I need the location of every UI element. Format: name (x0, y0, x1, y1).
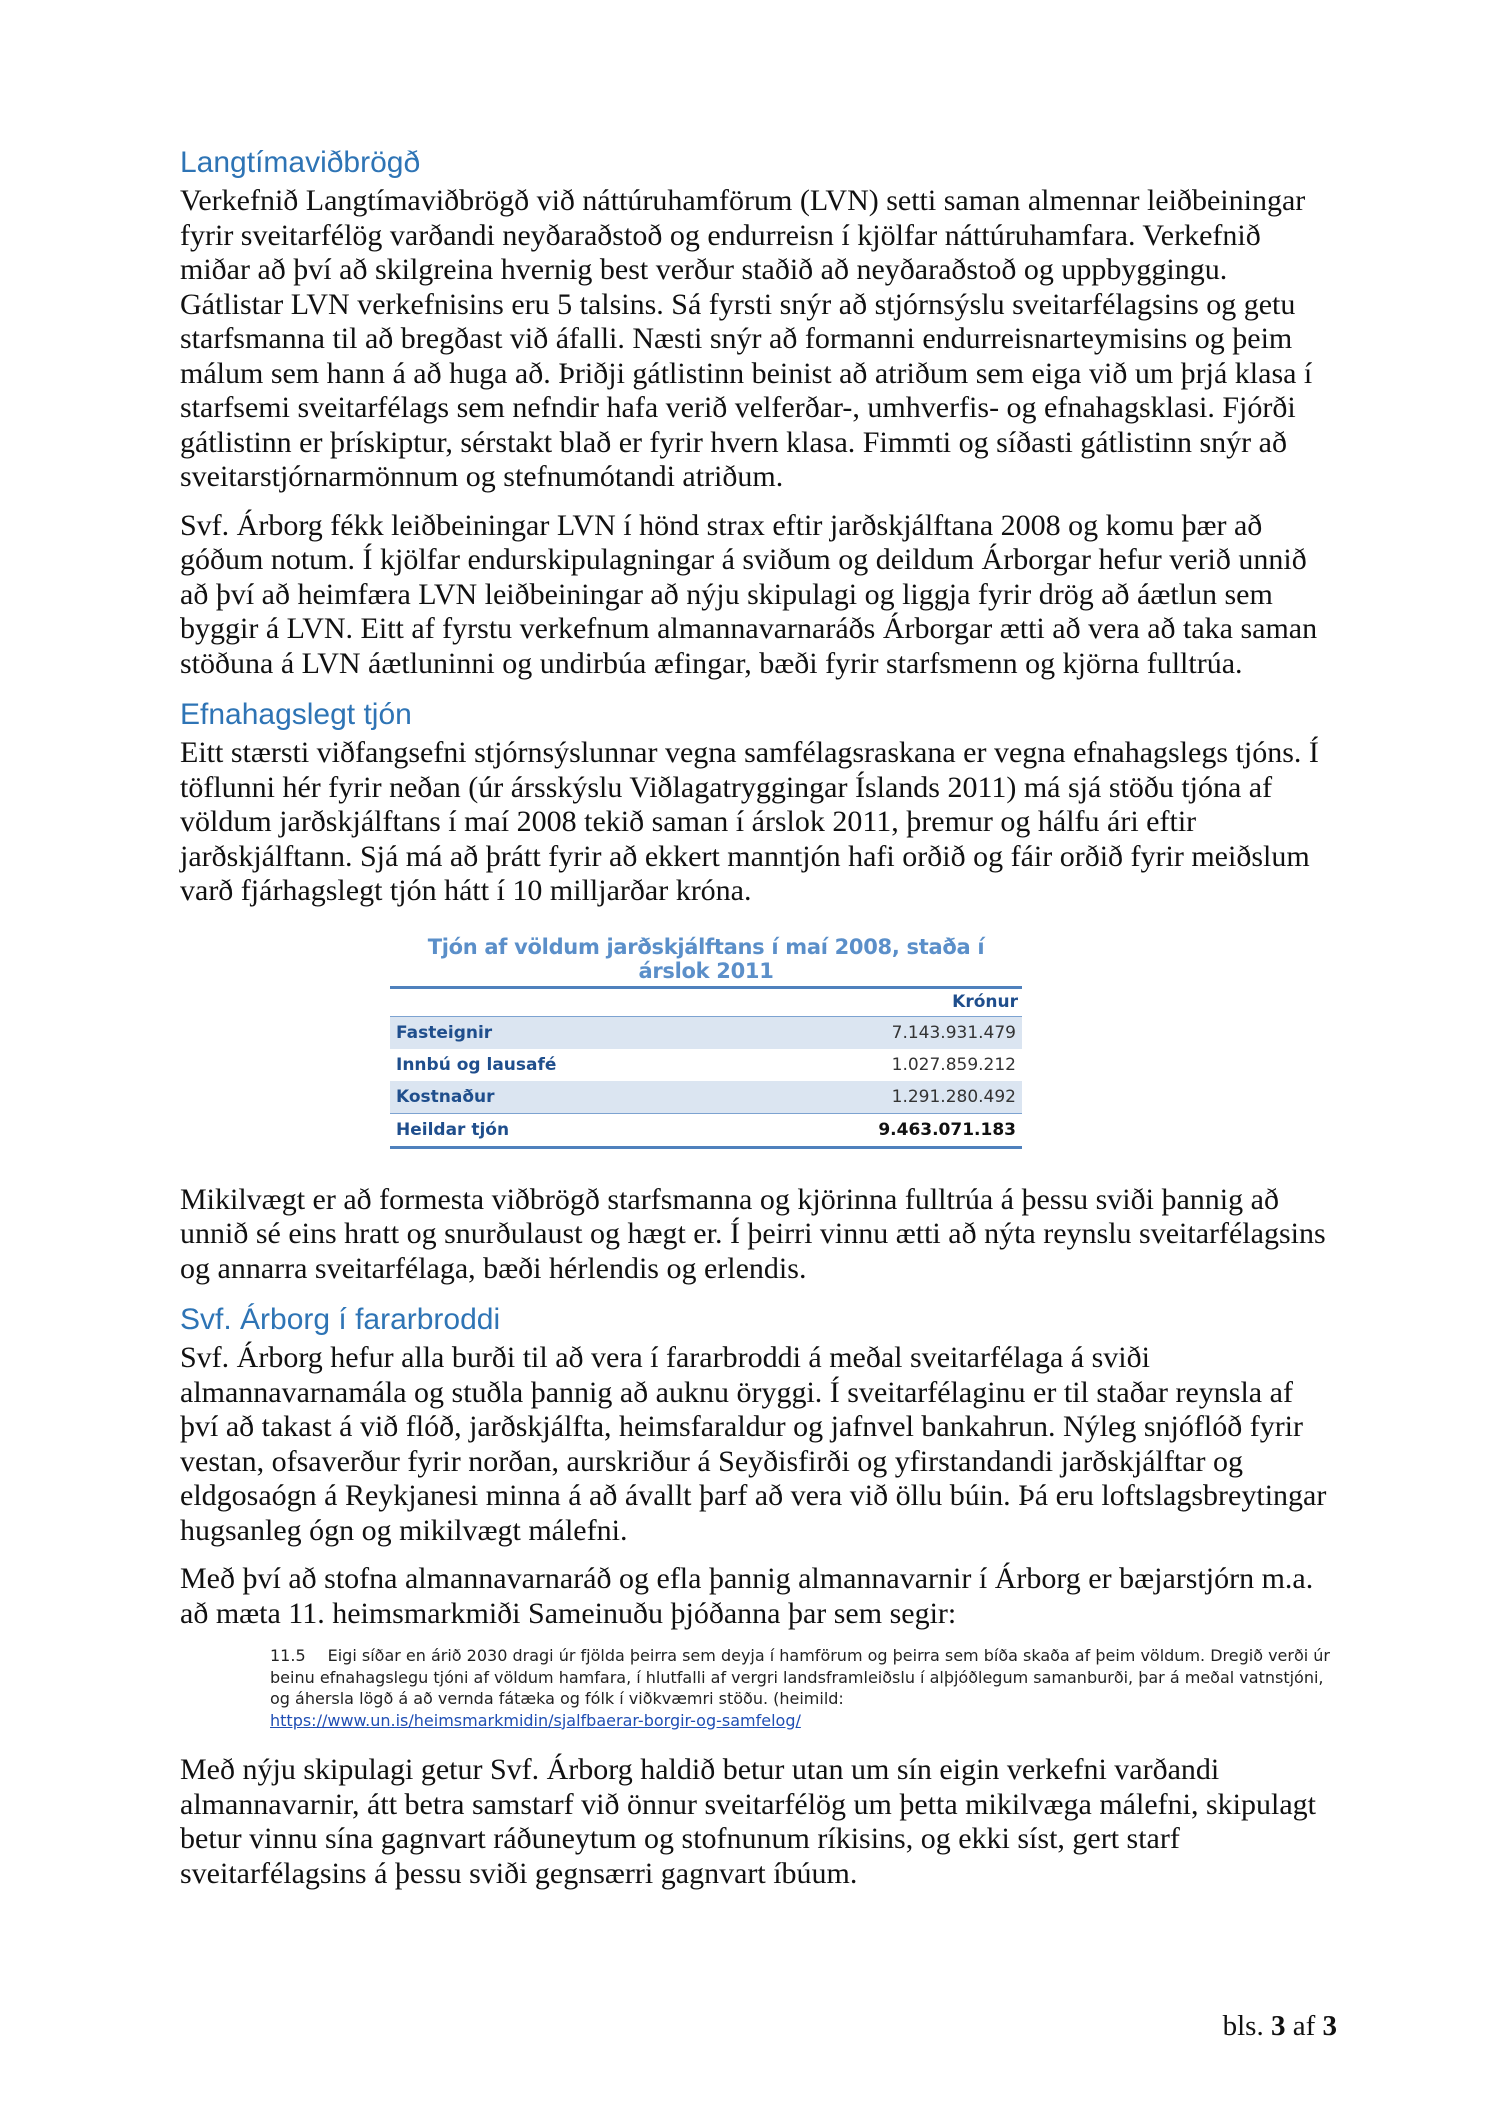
document-body (180, 143, 1335, 1905)
table-row (390, 1081, 1022, 1114)
table-title: Tjón af völdum jarðskjálftans í maí 2008, staða í árslok 2011 (390, 935, 1022, 989)
paragraph: Eitt stærsti viðfangsefni stjórnsýslunnar vegna samfélagsraskana er vegna efnahagslegs tjóns. Í töflunni hér fyrir neðan (úr ársskýslu Viðlagatryggingar Íslands 2011) má sjá stöðu tjóna af völdum jarðskjálftans í maí 2008 tekið saman í árslok 2011, þremur og hálfu ári eftir jarðskjálftann. Sjá má að þrátt fyrir að ekkert manntjón hafi orðið og fáir orðið fyrir meiðslum varð fjárhagslegt tjón hátt í 10 milljarðar króna. (180, 736, 1319, 907)
row-value: 1.291.280.492 (728, 1081, 1022, 1114)
section-heading-langtimavidbrogd: Langtímaviðbrögð (180, 146, 421, 179)
row-label: Kostnaður (390, 1081, 728, 1114)
page-prefix: bls. (1222, 2010, 1264, 2042)
page-of: af (1292, 2010, 1316, 2042)
paragraph: Mikilvægt er að formesta viðbrögð starfsmanna og kjörinna fulltrúa á þessu sviði þannig að unnið sé eins hratt og snurðulaust og hægt er. Í þeirri vinnu ætti að nýta reynslu sveitarfélagsins og annarra sveitarfélaga, bæði hérlendis og erlendis. (180, 1182, 1326, 1285)
row-value: 9.463.071.183 (728, 1113, 1022, 1147)
paragraph: Með nýju skipulagi getur Svf. Árborg haldið betur utan um sín eigin verkefni varðandi almannavarnir, átt betra samstarf við önnur sveitarfélög um þetta mikilvæga málefni, skipulagt betur vinnu sína gagnvart ráðuneytum og stofnunum ríkisins, og ekki síst, gert starf sveitarfélagsins á þessu sviði gegnsærri gagnvart íbúum. (180, 1753, 1316, 1890)
table-unit-header: Krónur (390, 989, 1022, 1017)
section-heading-fararbroddi: Svf. Árborg í fararbroddi (180, 1303, 501, 1336)
table-row (390, 1017, 1022, 1049)
source-link[interactable]: https://www.un.is/heimsmarkmidin/sjalfbaerar-borgir-og-samfelog/ (270, 1710, 801, 1730)
current-page: 3 (1270, 2010, 1286, 2042)
total-pages: 3 (1322, 2010, 1337, 2042)
paragraph: Svf. Árborg hefur alla burði til að vera í fararbroddi á meðal sveitarfélaga á sviði almannavarnamála og stuðla þannig að auknu öryggi. Í sveitarfélaginu er til staðar reynsla af því að takast á við flóð, jarðskjálfta, heimsfaraldur og jafnvel bankahrun. Nýleg snjóflóð fyrir vestan, ofsaverður fyrir norðan, aurskriður á Seyðisfirði og yfirstandandi jarðskjálftar og eldgosaógn á Reykjanesi minna á að ávallt þarf að vera við öllu búin. Þá eru loftslagsbreytingar hugsanleg ógn og mikilvægt málefni. (180, 1341, 1327, 1547)
paragraph: Svf. Árborg fékk leiðbeiningar LVN í hönd strax eftir jarðskjálftana 2008 og komu þær að góðum notum. Í kjölfar endurskipulagningar á sviðum og deildum Árborgar hefur verið unnið að því að heimfæra LVN leiðbeiningar að nýju skipulagi og liggja fyrir drög að áætlun sem byggir á LVN. Eitt af fyrstu verkefnum almannavarnaráðs Árborgar ætti að vera að taka saman stöðuna á LVN áætluninni og undirbúa æfingar, bæði fyrir starfsmenn og kjörna fulltrúa. (180, 508, 1318, 680)
table-body (390, 1017, 1022, 1149)
paragraph: Verkefnið Langtímaviðbrögð við náttúruhamförum (LVN) setti saman almennar leiðbeiningar fyrir sveitarfélög varðandi neyðaraðstoð og endurreisn í kjölfar náttúruhamfara. Verkefnið miðar að því að skilgreina hvernig best verður staðið að neyðaraðstoð og uppbyggingu. Gátlistar LVN verkefnisins eru 5 talsins. Sá fyrsti snýr að stjórnsýslu sveitarfélagsins og getu starfsmanna til að bregðast við áfalli. Næsti snýr að formanni endurreisnarteymisins og þeim málum sem hann á að huga að. Þriðji gátlistinn beinist að atriðum sem eiga við um þrjá klasa í starfsemi sveitarfélags sem nefndir hafa verið velferðar-, umhverfis- og efnahagsklasi. Fjórði gátlistinn er þrískiptur, sérstakt blað er fyrir hvern klasa. Fimmti og síðasti gátlistinn snýr að sveitarstjórnarmönnum og stefnumótandi atriðum. (180, 184, 1313, 493)
damage-table (390, 923, 1022, 1149)
row-value: 1.027.859.212 (891, 1054, 1016, 1075)
goal-number: 11.5 (270, 1646, 306, 1665)
paragraph: Með því að stofna almannavarnaráð og efla þannig almannavarnir í Árborg er bæjarstjórn m.a. að mæta 11. heimsmarkmiði Sameinuðu þjóðanna þar sem segir: (180, 1562, 1314, 1630)
row-label: Fasteignir (390, 1017, 728, 1049)
spacer (180, 1149, 1335, 1183)
table-row-total (390, 1113, 1022, 1147)
row-label: Heildar tjón (390, 1113, 728, 1147)
goal-text: Eigi síðar en árið 2030 dragi úr fjölda þeirra sem deyja í hamförum og þeirra sem bíða skaða af þeim völdum. Dregið verði úr beinu efnahagslegu tjóni af völdum hamfara, í hlutfalli af vergri landsframleiðslu í alþjóðlegum samanburði, þar á meðal vatnstjóni, og áhersla lögð á að vernda fátæka og fólk í viðkvæmri stöðu. (heimild: (270, 1646, 1330, 1708)
page-number (1223, 2010, 1337, 2043)
row-value: 7.143.931.479 (728, 1017, 1022, 1049)
row-label: Innbú og lausafé (396, 1054, 557, 1075)
goal-quote (270, 1645, 1330, 1731)
table-row (390, 1049, 1022, 1081)
section-heading-efnahagslegt-tjon: Efnahagslegt tjón (180, 698, 412, 731)
